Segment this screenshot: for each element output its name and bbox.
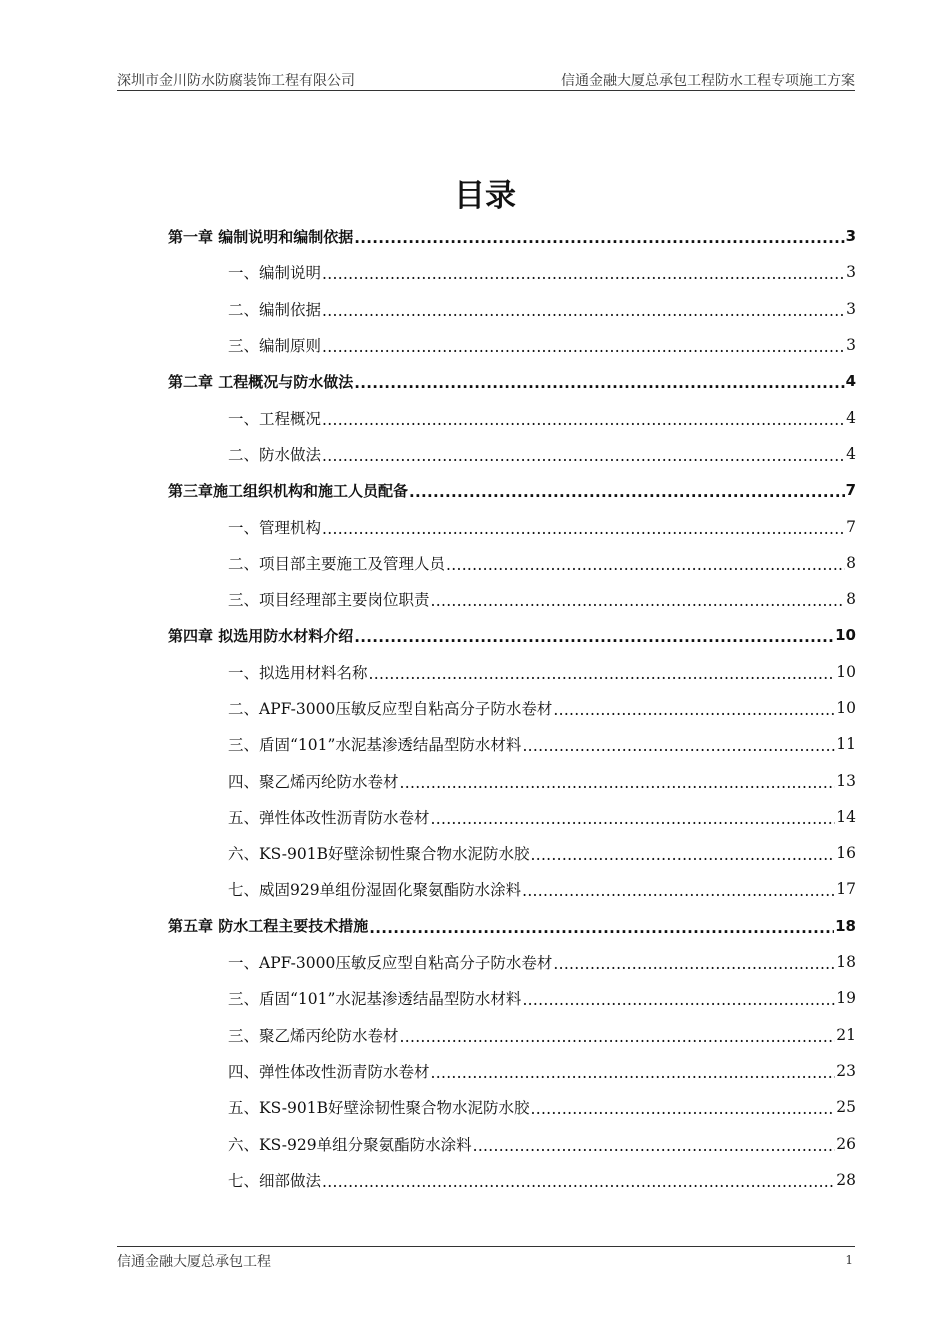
toc-leader-dots (369, 919, 834, 937)
toc-entry-page: 13 (836, 771, 856, 790)
toc-entry-page: 4 (845, 372, 856, 391)
toc-leader-dots (431, 1064, 836, 1082)
toc-entry-label: 四、弹性体改性沥青防水卷材 (228, 1062, 430, 1081)
toc-chapter-entry[interactable] (168, 617, 856, 653)
toc-entry-page: 10 (836, 662, 856, 681)
header-document-title: 信通金融大厦总承包工程防水工程专项施工方案 (561, 73, 855, 89)
toc-entry-label: 六、KS-929单组分聚氨酯防水涂料 (228, 1135, 472, 1154)
toc-section-entry[interactable] (168, 871, 856, 907)
toc-entry-label: 三、项目经理部主要岗位职责 (228, 591, 430, 610)
toc-leader-dots (354, 229, 844, 247)
toc-section-entry[interactable] (168, 1089, 856, 1125)
toc-entry-label: 七、威固929单组份湿固化聚氨酯防水涂料 (228, 881, 522, 900)
toc-entry-page: 8 (846, 590, 856, 609)
toc-entry-page: 25 (836, 1098, 856, 1117)
header-company: 深圳市金川防水防腐装饰工程有限公司 (117, 73, 355, 89)
toc-leader-dots (322, 265, 845, 283)
toc-leader-dots (322, 302, 845, 320)
toc-section-entry[interactable] (168, 980, 856, 1016)
toc-entry-label: 第三章施工组织机构和施工人员配备 (168, 481, 409, 500)
toc-section-entry[interactable] (168, 799, 856, 835)
toc-section-entry[interactable] (168, 1125, 856, 1161)
toc-entry-page: 4 (846, 444, 856, 463)
toc-leader-dots (400, 774, 836, 792)
toc-chapter-entry[interactable] (168, 363, 856, 399)
toc-entry-label: 第五章 防水工程主要技术措施 (168, 917, 369, 936)
toc-entry-label: 二、APF-3000压敏反应型自粘高分子防水卷材 (228, 700, 553, 718)
toc-leader-dots (354, 628, 834, 646)
toc-leader-dots (322, 520, 845, 538)
toc-leader-dots (553, 955, 835, 973)
toc-entry-label: 五、弹性体改性沥青防水卷材 (228, 808, 430, 827)
toc-entry-page: 16 (836, 844, 856, 863)
toc-entry-page: 10 (835, 626, 856, 645)
toc-entry-page: 8 (846, 553, 856, 572)
toc-entry-label: 二、编制依据 (228, 300, 322, 319)
toc-title: 目录 (454, 178, 516, 214)
toc-entry-label: 三、盾固“101”水泥基渗透结晶型防水材料 (228, 736, 522, 755)
toc-chapter-entry[interactable] (168, 472, 856, 508)
toc-entry-page: 4 (846, 408, 856, 427)
table-of-contents (168, 218, 856, 1198)
toc-leader-dots (431, 592, 846, 610)
toc-entry-label: 一、拟选用材料名称 (228, 663, 368, 682)
toc-entry-label: 一、管理机构 (228, 518, 322, 537)
toc-section-entry[interactable] (168, 835, 856, 871)
toc-section-entry[interactable] (168, 291, 856, 327)
toc-leader-dots (530, 1100, 835, 1118)
toc-entry-page: 11 (836, 735, 856, 754)
toc-entry-page: 3 (846, 299, 856, 318)
toc-leader-dots (522, 991, 835, 1009)
toc-leader-dots (409, 483, 845, 501)
toc-leader-dots (322, 1173, 835, 1191)
toc-section-entry[interactable] (168, 545, 856, 581)
toc-leader-dots (553, 701, 835, 719)
toc-leader-dots (322, 338, 845, 356)
toc-entry-page: 17 (836, 880, 856, 899)
toc-entry-page: 7 (846, 517, 856, 536)
toc-entry-page: 18 (835, 916, 856, 935)
toc-entry-page: 19 (836, 989, 856, 1008)
toc-entry-page: 18 (836, 953, 856, 972)
toc-entry-label: 二、防水做法 (228, 445, 322, 464)
toc-section-entry[interactable] (168, 581, 856, 617)
toc-entry-page: 10 (836, 699, 856, 717)
toc-chapter-entry[interactable] (168, 218, 856, 254)
toc-entry-label: 三、聚乙烯丙纶防水卷材 (228, 1026, 399, 1045)
toc-entry-label: 七、细部做法 (228, 1171, 322, 1190)
toc-leader-dots (322, 447, 845, 465)
toc-entry-label: 第二章 工程概况与防水做法 (168, 372, 354, 391)
toc-leader-dots (369, 665, 836, 683)
footer-page-number: 1 (845, 1253, 853, 1267)
toc-entry-page: 3 (845, 227, 856, 246)
toc-section-entry[interactable] (168, 399, 856, 435)
toc-leader-dots (530, 846, 835, 864)
toc-section-entry[interactable] (168, 327, 856, 363)
toc-entry-label: 六、KS-901B好壁涂韧性聚合物水泥防水胶 (228, 845, 530, 864)
toc-leader-dots (400, 1028, 836, 1046)
toc-leader-dots (431, 810, 836, 828)
toc-entry-page: 23 (836, 1061, 856, 1080)
toc-entry-label: 三、盾固“101”水泥基渗透结晶型防水材料 (228, 990, 522, 1009)
toc-section-entry[interactable] (168, 254, 856, 290)
toc-entry-page: 21 (836, 1025, 856, 1044)
toc-section-entry[interactable] (168, 944, 856, 980)
toc-leader-dots (446, 556, 845, 574)
toc-entry-label: 第一章 编制说明和编制依据 (168, 227, 354, 246)
page-header (117, 70, 855, 91)
toc-section-entry[interactable] (168, 436, 856, 472)
toc-section-entry[interactable] (168, 508, 856, 544)
toc-leader-dots (522, 882, 835, 900)
toc-entry-label: 一、APF-3000压敏反应型自粘高分子防水卷材 (228, 954, 553, 973)
toc-leader-dots (354, 374, 844, 392)
toc-entry-label: 四、聚乙烯丙纶防水卷材 (228, 772, 399, 791)
toc-section-entry[interactable] (168, 654, 856, 690)
toc-chapter-entry[interactable] (168, 908, 856, 944)
toc-section-entry[interactable] (168, 1053, 856, 1089)
page-footer (117, 1246, 855, 1270)
footer-project-name: 信通金融大厦总承包工程 (117, 1254, 271, 1270)
toc-section-entry[interactable] (168, 726, 856, 762)
toc-entry-page: 3 (846, 263, 856, 282)
toc-entry-label: 二、项目部主要施工及管理人员 (228, 554, 446, 573)
toc-entry-label: 三、编制原则 (228, 337, 322, 356)
toc-entry-page: 28 (836, 1170, 856, 1189)
toc-entry-page: 7 (845, 481, 856, 500)
toc-entry-label: 五、KS-901B好壁涂韧性聚合物水泥防水胶 (228, 1099, 530, 1118)
toc-leader-dots (322, 411, 845, 429)
toc-entry-page: 3 (846, 336, 856, 355)
toc-entry-page: 14 (836, 807, 856, 826)
toc-section-entry[interactable] (168, 690, 856, 726)
toc-section-entry[interactable] (168, 1017, 856, 1053)
toc-entry-label: 一、工程概况 (228, 409, 322, 428)
toc-section-entry[interactable] (168, 762, 856, 798)
toc-entry-page: 26 (836, 1134, 856, 1153)
toc-entry-label: 第四章 拟选用防水材料介绍 (168, 626, 354, 645)
toc-section-entry[interactable] (168, 1162, 856, 1198)
toc-entry-label: 一、编制说明 (228, 264, 322, 283)
toc-leader-dots (522, 737, 835, 755)
toc-leader-dots (473, 1137, 836, 1155)
